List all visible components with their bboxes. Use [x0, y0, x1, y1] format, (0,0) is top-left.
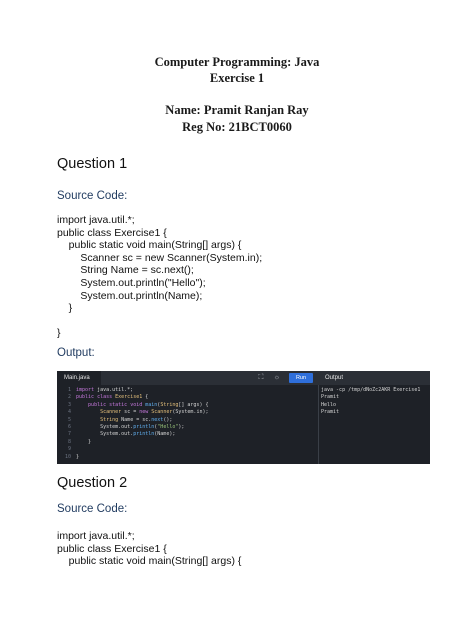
editor-line: 5 String Name = sc.next();	[57, 417, 317, 424]
line-number: 9	[67, 446, 71, 453]
output-line: Hello	[321, 401, 337, 408]
question-2-code	[57, 530, 241, 568]
code-line: public class Exercise1 {	[57, 226, 167, 239]
editor-line: 4 Scanner sc = new Scanner(System.in);	[57, 409, 317, 416]
question-1-code	[57, 214, 262, 340]
question-1-output-label: Output:	[57, 347, 95, 359]
line-number: 5	[67, 416, 71, 423]
editor-line: 1 import java.util.*;	[57, 387, 317, 394]
pane-divider	[318, 385, 319, 464]
file-tab-main-java[interactable]: Main.java	[57, 371, 101, 385]
code-line: String Name = sc.next();	[57, 264, 194, 277]
code-line: System.out.println(Name);	[57, 289, 203, 302]
code-line: public static void main(String[] args) {	[57, 239, 242, 252]
course-title: Computer Programming: Java	[154, 55, 320, 69]
output-console	[321, 387, 429, 417]
question-2-source-label: Source Code:	[57, 503, 128, 515]
editor-line	[57, 446, 317, 453]
theme-icon[interactable]: ☼	[273, 374, 281, 381]
question-1-source-label: Source Code:	[57, 190, 128, 202]
output-line: Pramit	[321, 409, 340, 416]
editor-line: 7 System.out.println(Name);	[57, 431, 317, 438]
line-number: 2	[67, 394, 71, 401]
question-1-title: Question 1	[57, 156, 128, 172]
line-number: 4	[67, 409, 71, 416]
editor-line: 10 }	[57, 454, 317, 461]
ide-screenshot	[57, 371, 430, 464]
code-line: }	[57, 302, 73, 315]
run-button[interactable]: Run	[289, 373, 313, 383]
exercise-title: Exercise 1	[209, 71, 265, 85]
code-line: import java.util.*;	[57, 214, 135, 226]
output-line: java -cp /tmp/dNoZc2AKR Exercise1	[321, 387, 421, 393]
code-line	[57, 315, 262, 328]
student-name: Name: Pramit Ranjan Ray	[165, 103, 309, 117]
line-number: 6	[67, 423, 71, 430]
line-number: 7	[67, 431, 71, 438]
code-editor[interactable]	[57, 387, 317, 461]
registration-number: Reg No: 21BCT0060	[182, 120, 292, 134]
fullscreen-icon[interactable]: ⛶	[258, 374, 264, 381]
code-line: public static void main(String[] args) {	[57, 555, 242, 568]
code-line: }	[57, 327, 61, 340]
line-number: 10	[64, 453, 71, 460]
question-2-title: Question 2	[57, 475, 128, 491]
ide-toolbar	[57, 371, 430, 385]
code-line: Scanner sc = new Scanner(System.in);	[57, 251, 263, 264]
line-number: 8	[67, 438, 71, 445]
output-tab: Output	[325, 375, 344, 381]
editor-line: 8 }	[57, 439, 317, 446]
editor-line: 3 public static void main(String[] args) {	[57, 402, 317, 409]
code-line: System.out.println("Hello");	[57, 276, 206, 289]
line-number: 1	[67, 387, 71, 393]
editor-line: 6 System.out.println("Hello");	[57, 424, 317, 431]
output-line: Pramit	[321, 394, 340, 401]
code-line: public class Exercise1 {	[57, 542, 167, 555]
line-number: 3	[67, 401, 71, 408]
editor-line: 2 public class Exercise1 {	[57, 394, 317, 401]
code-line: import java.util.*;	[57, 530, 135, 542]
